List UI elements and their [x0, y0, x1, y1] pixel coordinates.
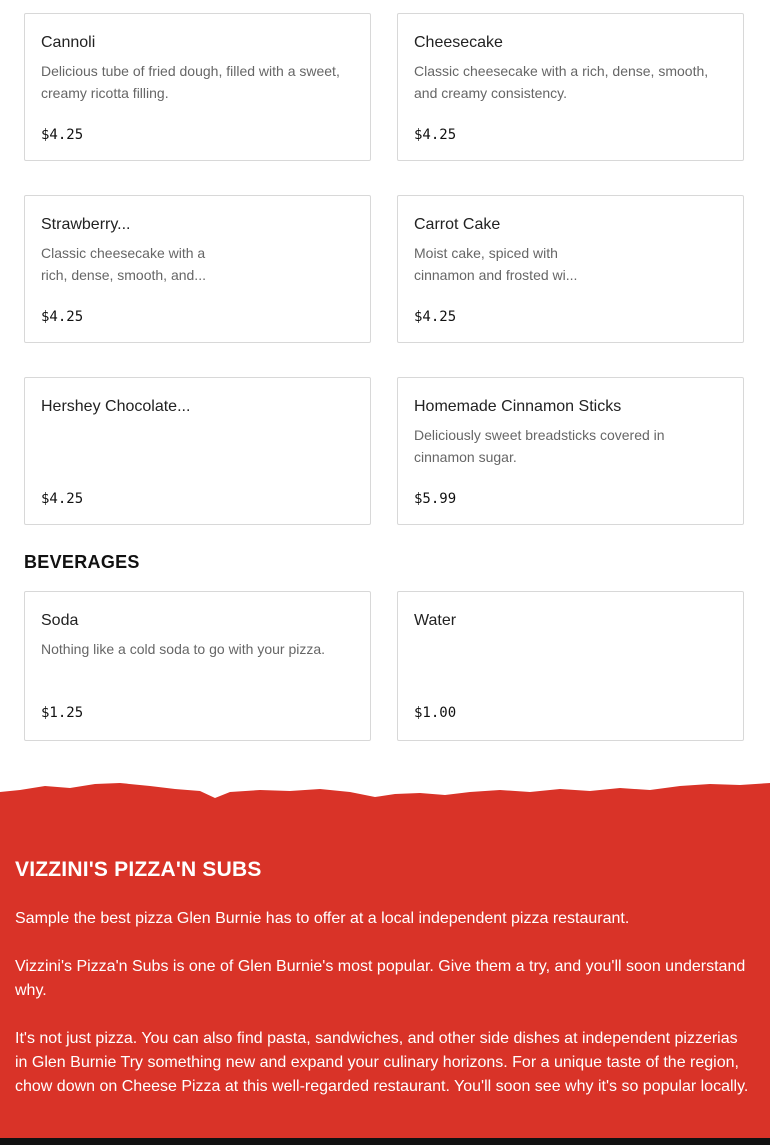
menu-item-price: $4.25 — [414, 127, 457, 143]
menu-item-card[interactable] — [397, 13, 744, 161]
menu-item-card[interactable] — [397, 591, 744, 741]
menu-item-description: Deliciously sweet breadsticks covered in cinnamon sugar. — [414, 427, 665, 465]
footer-paragraph: It's not just pizza. You can also find pasta, sandwiches, and other side dishes at independent pizzerias in Glen Burnie Try something new and expand your culinary horizons. For a unique taste of the region, chow down on Cheese Pizza at this well-regarded restaurant. You'll soon see why it's so popular locally. — [15, 1030, 749, 1095]
footer-paragraph: Vizzini's Pizza'n Subs is one of Glen Burnie's most popular. Give them a try, and you'll soon understand why. — [15, 958, 746, 999]
menu-item-price: $4.25 — [414, 309, 457, 325]
menu-item-price: $1.25 — [41, 705, 84, 721]
menu-item-description: Nothing like a cold soda to go with your pizza. — [41, 641, 326, 657]
restaurant-title: VIZZINI'S PIZZA'N SUBS — [15, 858, 262, 881]
menu-item-name: Hershey Chocolate... — [41, 398, 191, 415]
menu-item-card[interactable] — [397, 195, 744, 343]
menu-item-description: Classic cheesecake with a rich, dense, smooth, and creamy consistency. — [414, 63, 709, 101]
menu-item-description: Classic cheesecake with a rich, dense, smooth, and... — [41, 245, 206, 283]
menu-item-name: Cannoli — [41, 34, 96, 51]
menu-item-card[interactable] — [397, 377, 744, 525]
menu-item-price: $4.25 — [41, 491, 84, 507]
menu-item-price: $4.25 — [41, 127, 84, 143]
menu-item-card[interactable] — [24, 13, 371, 161]
menu-item-name: Water — [414, 612, 457, 629]
menu-item-name: Cheesecake — [414, 34, 503, 51]
restaurant-footer — [0, 780, 770, 1145]
menu-item-price: $5.99 — [414, 491, 457, 507]
menu-item-price: $1.00 — [414, 705, 457, 721]
menu-item-description: Moist cake, spiced with cinnamon and frosted wi... — [414, 245, 578, 283]
menu-item-price: $4.25 — [41, 309, 84, 325]
bottom-bar — [0, 1138, 770, 1145]
section-heading-beverages: BEVERAGES — [24, 552, 140, 572]
menu-item-name: Soda — [41, 612, 79, 629]
menu-item-card[interactable] — [24, 377, 371, 525]
menu-item-name: Carrot Cake — [414, 216, 501, 233]
menu-item-card[interactable] — [24, 591, 371, 741]
footer-paragraph: Sample the best pizza Glen Burnie has to offer at a local independent pizza restaurant. — [15, 910, 630, 927]
menu-item-card[interactable] — [24, 195, 371, 343]
menu-item-description: Delicious tube of fried dough, filled with a sweet, creamy ricotta filling. — [41, 63, 340, 101]
menu-item-name: Strawberry... — [41, 216, 131, 233]
menu-item-name: Homemade Cinnamon Sticks — [414, 398, 622, 415]
